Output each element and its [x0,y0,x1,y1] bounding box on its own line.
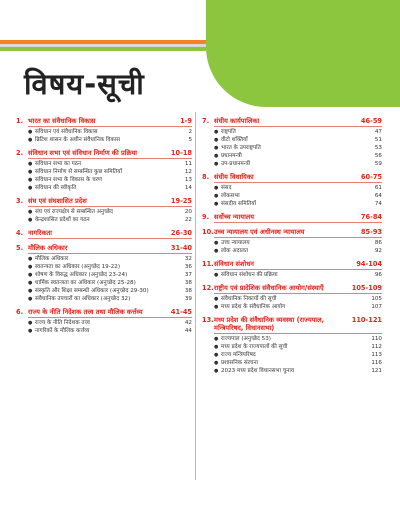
bullet-icon: ● [214,185,219,191]
chapter-entry[interactable] [16,149,192,157]
bullet-icon: ● [214,240,219,246]
topic-title: संस्कृति और शिक्षा सम्बन्धी अधिकार (अनुच्छेद 29-30) [35,288,149,294]
topic-title: मध्य प्रदेश के संवैधानिक आयोग [221,304,286,310]
chapter-page-range: 31-40 [170,244,192,252]
topic-title: लोकसभा [221,193,240,199]
topic-title: मौलिक अधिकार [35,256,69,262]
bullet-icon: ● [214,248,219,254]
chapter-title: संविधान संशोधन [214,260,254,268]
topic-entry[interactable] [214,304,382,311]
chapter-number: 8. [202,173,210,181]
bullet-icon: ● [28,328,33,334]
chapter-entry[interactable] [202,316,382,332]
topic-page: 107 [371,304,382,310]
topic-title: 2023 मध्य प्रदेश विधानसभा चुनाव [221,368,294,374]
chapter-rule [214,222,382,223]
topic-entry[interactable] [28,209,192,216]
chapter-number: 11. [202,260,214,268]
chapter-title: उच्च न्यायालय एवं अधीनस्थ न्यायालय [214,228,305,236]
chapter-page-range: 19-25 [170,197,192,205]
bullet-icon: ● [28,185,33,191]
bullet-icon: ● [214,193,219,199]
topic-entry[interactable] [28,320,192,327]
chapter-entry[interactable] [202,284,382,292]
bullet-icon: ● [28,161,33,167]
bullet-icon: ● [214,304,219,310]
topic-page: 74 [374,201,382,207]
bullet-icon: ● [214,161,219,167]
chapter-title: संघीय कार्यपालिका [214,117,260,125]
chapter-title: संघीय विधायिका [214,173,254,181]
topic-entry[interactable] [28,328,192,335]
topic-title: संसदीय समितियाँ [221,201,256,207]
topic-page: 61 [374,185,382,191]
topic-page: 113 [371,352,382,358]
chapter-number: 1. [16,117,24,125]
chapter-title: संविधान सभा एवं संविधान निर्माण की प्रक्रिया [28,149,138,157]
topic-page: 32 [184,256,192,262]
chapter-title: नागरिकता [28,229,53,237]
topic-title: मध्य प्रदेश के राज्यपालों की सूची [221,344,288,350]
topic-entry[interactable] [28,137,192,144]
topic-title: प्रधानमन्त्री [221,153,242,159]
topic-page: 112 [371,344,382,350]
bullet-icon: ● [28,320,33,326]
topic-page: 64 [374,193,382,199]
page-title: विषय-सूची [24,67,145,101]
topic-entry[interactable] [214,161,382,168]
topic-page: 2 [188,129,192,135]
bullet-icon: ● [28,217,33,223]
topic-title: केन्द्रशासित प्रदेशों का गठन [35,217,90,223]
chapter-rule [214,182,382,183]
bullet-icon: ● [214,201,219,207]
chapter-title: सर्वोच्च न्यायालय [214,213,255,221]
topic-page: 20 [184,209,192,215]
topic-page: 92 [374,248,382,254]
topic-entry[interactable] [214,129,382,136]
topic-entry[interactable] [28,256,192,263]
bullet-icon: ● [214,344,219,350]
chapter-number: 2. [16,149,24,157]
bullet-icon: ● [28,272,33,278]
chapter-entry[interactable] [16,229,192,237]
chapter-title: राज्य के नीति निदेशक तत्त्व तथा मौलिक कर्त्तव्य [28,308,143,316]
chapter-rule [214,333,382,334]
bullet-icon: ● [28,137,33,143]
topic-entry[interactable] [214,137,382,144]
header-stripe-green [0,47,206,51]
topic-entry[interactable] [28,129,192,136]
topic-page: 44 [184,328,192,334]
topic-entry[interactable] [28,296,192,303]
chapter-entry[interactable] [202,173,382,181]
topic-page: 39 [184,296,192,302]
chapter-page-range: 76-84 [360,213,382,221]
topic-title: राज्यपाल (अनुच्छेद 53) [221,336,271,342]
topic-entry[interactable] [28,280,192,287]
chapter-rule [28,206,192,207]
topic-title: राज्य मन्त्रिपरिषद [221,352,256,358]
topic-entry[interactable] [214,352,382,359]
topic-page: 38 [184,288,192,294]
bullet-icon: ● [214,336,219,342]
topic-title: उच्च न्यायालय [221,240,250,246]
chapter-number: 13. [202,316,214,324]
topic-page: 96 [374,272,382,278]
chapter-rule [214,293,382,294]
chapter-rule [214,269,382,270]
topic-title: संविधान सभा का गठन [35,161,82,167]
chapter-number: 10. [202,228,214,236]
topic-title: वीटो शक्तियाँ [221,137,248,143]
chapter-number: 7. [202,117,210,125]
column-divider [195,112,196,480]
topic-page: 11 [184,161,192,167]
topic-title: शोषण के विरुद्ध अधिकार (अनुच्छेद 23-24) [35,272,128,278]
chapter-page-range: 1-9 [180,117,192,125]
chapter-title: संघ एवं संघशासित प्रदेश [28,197,87,205]
topic-title: स्वतन्त्रता का अधिकार (अनुच्छेद 19-22) [35,264,121,270]
topic-page: 14 [184,185,192,191]
topic-entry[interactable] [214,248,382,255]
topic-entry[interactable] [214,360,382,367]
topic-page: 38 [184,280,192,286]
bullet-icon: ● [28,264,33,270]
topic-title: भारत के उपराष्ट्रपति [221,145,261,151]
topic-page: 22 [184,217,192,223]
contents-right-column [202,112,382,376]
topic-title: राज्य के नीति निदेशक तत्त्व [35,320,90,326]
topic-page: 121 [371,368,382,374]
chapter-title: राष्ट्रीय एवं प्रादेशिक संवैधानिक आयोग/संस्थाएँ [214,284,324,292]
chapter-page-range: 46-59 [360,117,382,125]
chapter-number: 9. [202,213,210,221]
topic-page: 59 [374,161,382,167]
bullet-icon: ● [214,137,219,143]
chapter-page-range: 105-109 [351,284,382,292]
topic-entry[interactable] [28,288,192,295]
topic-page: 110 [371,336,382,342]
topic-entry[interactable] [214,344,382,351]
topic-entry[interactable] [214,153,382,160]
topic-entry[interactable] [214,368,382,375]
bullet-icon: ● [214,129,219,135]
chapter-rule [28,253,192,254]
topic-entry[interactable] [28,169,192,176]
topic-page: 37 [184,272,192,278]
bullet-icon: ● [28,280,33,286]
topic-page: 56 [374,153,382,159]
topic-title: संविधान निर्माण से सम्बन्धित कुछ समितियाँ [35,169,122,175]
topic-entry[interactable] [28,272,192,279]
topic-title: राष्ट्रपति [221,129,236,135]
chapter-rule [214,237,382,238]
topic-title: संघ एवं राज्यक्षेत्र से सम्बन्धित अनुच्छेद [35,209,113,215]
bullet-icon: ● [28,296,33,302]
topic-page: 36 [184,264,192,270]
topic-page: 12 [184,169,192,175]
chapter-number: 4. [16,229,24,237]
topic-page: 47 [374,129,382,135]
chapter-entry[interactable] [16,308,192,316]
topic-entry[interactable] [28,264,192,271]
chapter-entry[interactable] [202,260,382,268]
chapter-entry[interactable] [16,244,192,252]
topic-entry[interactable] [214,296,382,303]
topic-page: 51 [374,137,382,143]
topic-entry[interactable] [28,177,192,184]
chapter-number: 5. [16,244,24,252]
topic-title: संविधान की स्वीकृति [35,185,77,191]
chapter-number: 12. [202,284,214,292]
topic-title: संविधान सभा के विकास के चरण [35,177,102,183]
chapter-entry[interactable] [16,197,192,205]
bullet-icon: ● [28,209,33,215]
topic-page: 86 [374,240,382,246]
chapter-rule [28,317,192,318]
topic-page: 53 [374,145,382,151]
topic-entry[interactable] [28,217,192,224]
chapter-entry[interactable] [202,213,382,221]
topic-title: धार्मिक स्वतन्त्रता का अधिकार (अनुच्छेद 25-28) [35,280,136,286]
topic-title: संविधान संशोधन की प्रक्रिया [221,272,278,278]
chapter-title: मौलिक अधिकार [28,244,68,252]
chapter-page-range: 26-30 [170,229,192,237]
bullet-icon: ● [214,352,219,358]
bullet-icon: ● [28,129,33,135]
chapter-entry[interactable] [16,117,192,125]
topic-page: 105 [371,296,382,302]
bullet-icon: ● [214,296,219,302]
topic-title: संसद [221,185,232,191]
chapter-page-range: 60-75 [360,173,382,181]
chapter-page-range: 41-45 [170,308,192,316]
chapter-rule [28,158,192,159]
bullet-icon: ● [214,360,219,366]
bullet-icon: ● [214,145,219,151]
topic-title: संवैधानिक उपचारों का अधिकार (अनुच्छेद 32) [35,296,131,302]
bullet-icon: ● [214,153,219,159]
chapter-page-range: 10-18 [170,149,192,157]
chapter-title: मध्य प्रदेश की संवैधानिक व्यवस्था (राज्यपाल, मन्त्रिपरिषद, विधानसभा) [214,316,325,332]
topic-entry[interactable] [214,272,382,279]
topic-page: 42 [184,320,192,326]
bullet-icon: ● [214,368,219,374]
topic-title: नागरिकों के मौलिक कर्त्तव्य [35,328,90,334]
topic-entry[interactable] [28,185,192,192]
chapter-page-range: 110-121 [351,316,382,324]
chapter-entry[interactable] [202,228,382,236]
chapter-page-range: 85-93 [360,228,382,236]
topic-title: लोक अदालत [221,248,248,254]
topic-entry[interactable] [214,336,382,343]
chapter-rule [28,126,192,127]
corner-green-block [206,0,400,107]
bullet-icon: ● [28,256,33,262]
chapter-title: भारत का संवैधानिक विकास [28,117,96,125]
topic-entry[interactable] [214,193,382,200]
chapter-number: 6. [16,308,24,316]
topic-title: संविधान एवं संवैधानिक विकास [35,129,98,135]
topic-page: 116 [371,360,382,366]
topic-entry[interactable] [28,161,192,168]
bullet-icon: ● [28,177,33,183]
topic-title: संवैधानिक निकायों की सूची [221,296,277,302]
chapter-entry[interactable] [202,117,382,125]
bullet-icon: ● [214,272,219,278]
topic-title: उप-प्रधानमन्त्री [221,161,251,167]
chapter-page-range: 94-104 [356,260,382,268]
topic-title: ब्रिटिश शासन के अधीन संवैधानिक विकास [35,137,121,143]
topic-entry[interactable] [214,145,382,152]
bullet-icon: ● [28,288,33,294]
topic-page: 5 [188,137,192,143]
chapter-number: 3. [16,197,24,205]
bullet-icon: ● [28,169,33,175]
contents-left-column [16,112,192,336]
chapter-rule [214,126,382,127]
topic-entry[interactable] [214,240,382,247]
topic-entry[interactable] [214,201,382,208]
topic-title: प्रशासनिक संरचना [221,360,259,366]
chapter-rule [28,238,192,239]
topic-page: 13 [184,177,192,183]
topic-entry[interactable] [214,185,382,192]
